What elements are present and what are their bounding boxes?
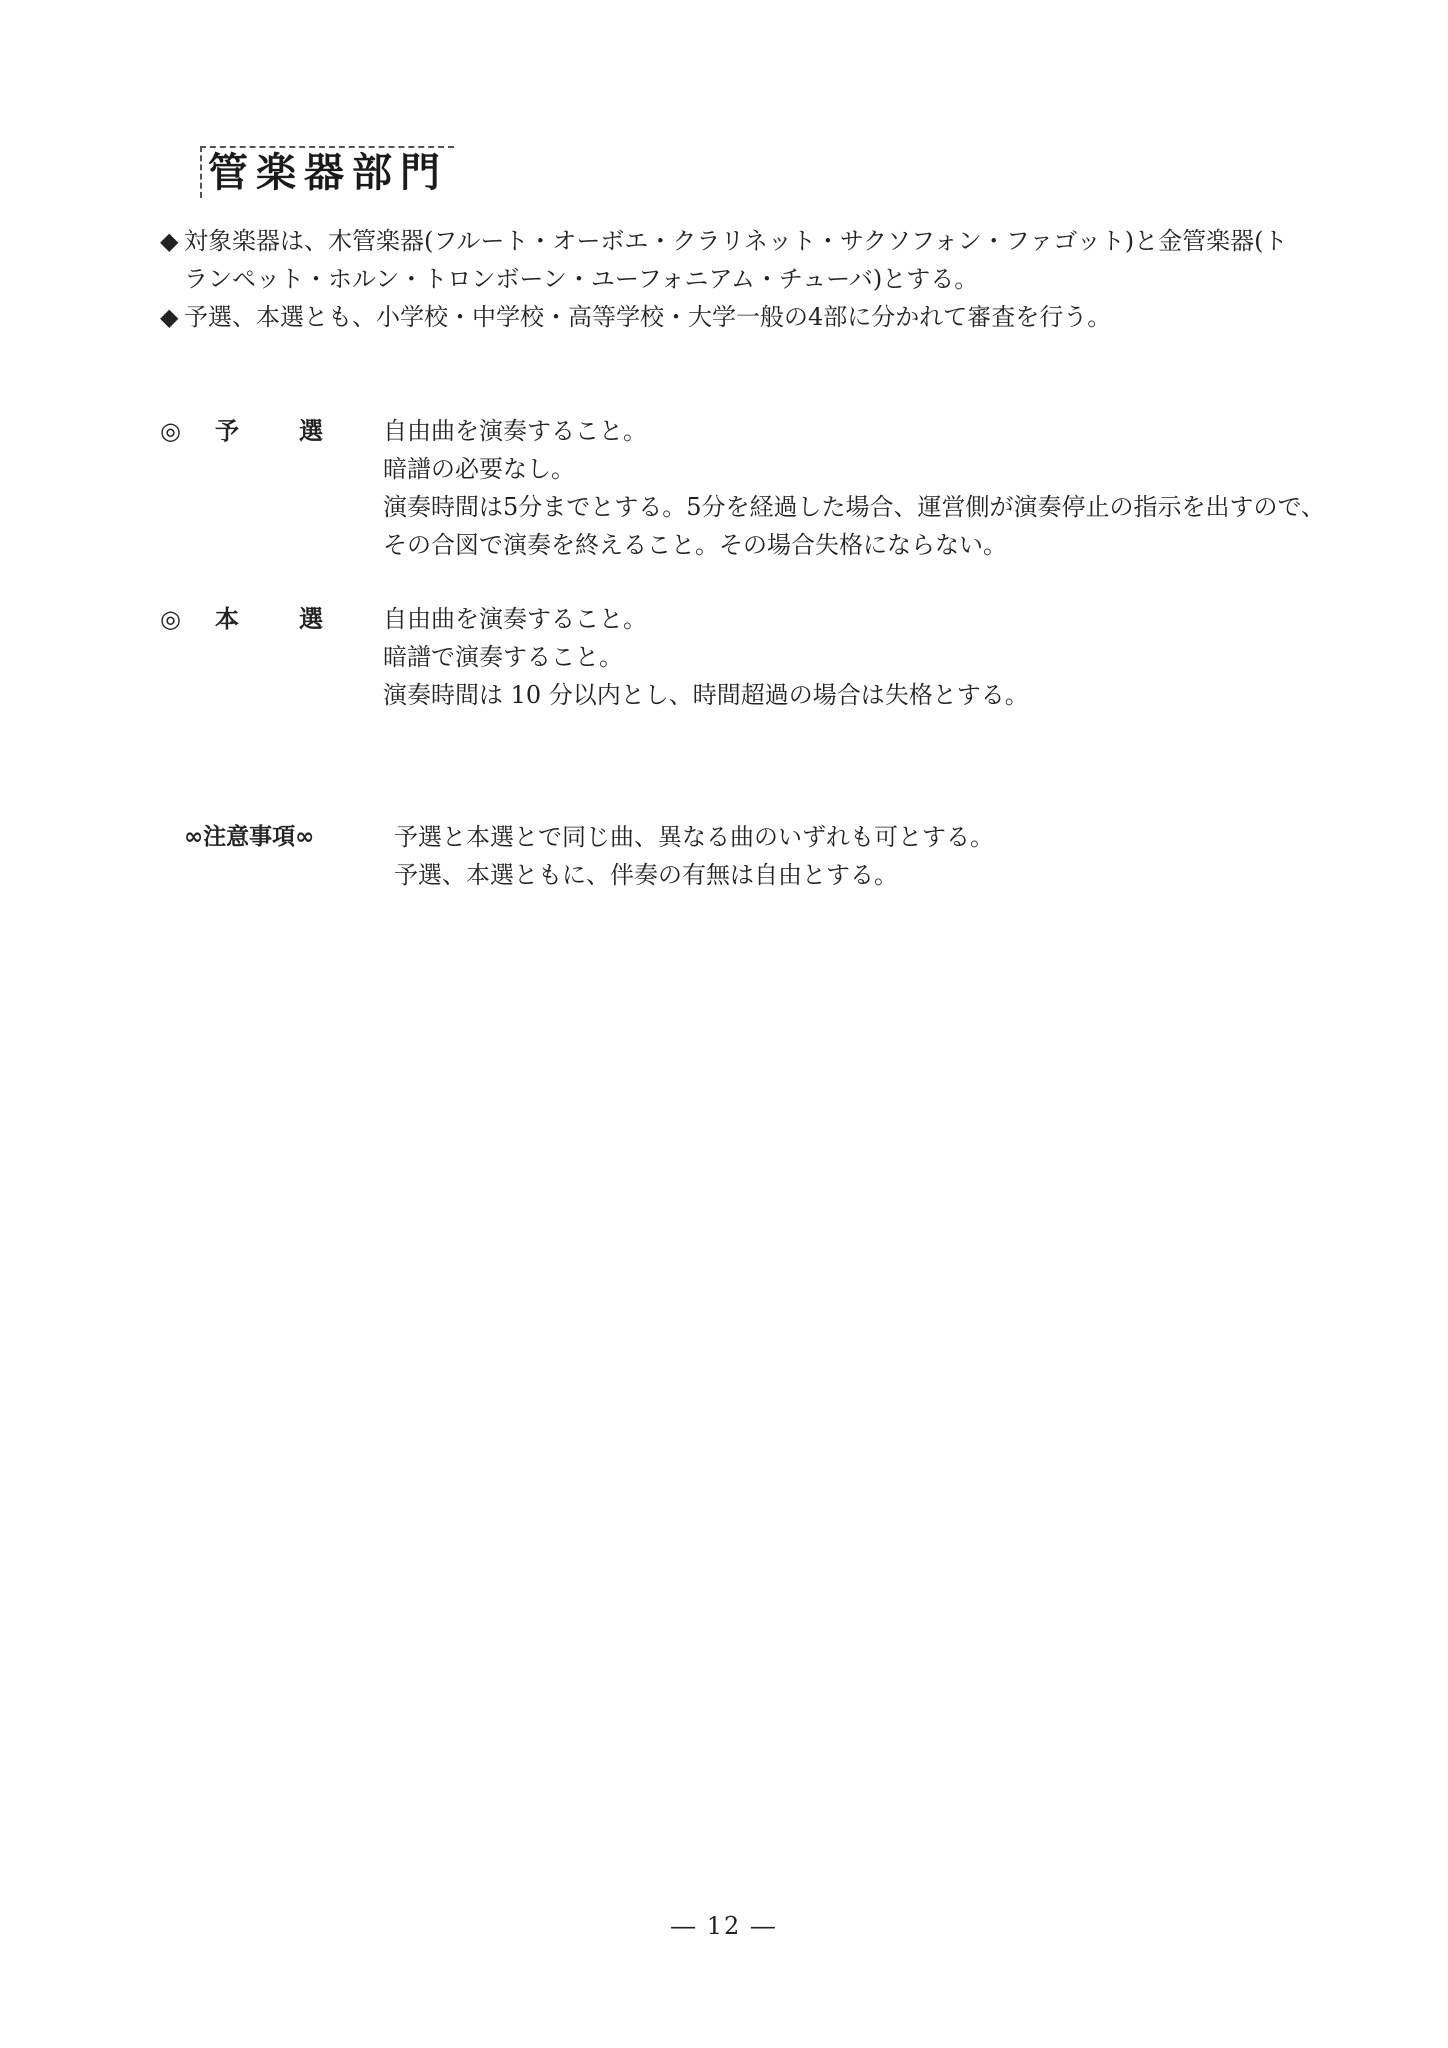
rule-line: 暗譜で演奏すること。 [383, 643, 623, 671]
bullet-divisions [160, 298, 1310, 336]
heading-char: 本 [215, 605, 239, 633]
preliminary-heading [160, 412, 360, 450]
preliminary-rules [383, 412, 1333, 564]
bullet-instruments [160, 222, 1310, 298]
overview-bullets [160, 222, 1310, 336]
heading-char: 選 [299, 605, 323, 633]
diamond-icon: ◆ [160, 227, 179, 255]
notes-heading: ∞注意事項∞ [184, 824, 315, 850]
double-circle-icon: ◎ [160, 605, 181, 633]
page-number: ― 12 ― [671, 1912, 777, 1940]
rule-line: 暗譜の必要なし。 [383, 455, 575, 483]
rule-line: 自由曲を演奏すること。 [383, 417, 647, 445]
notes-list [394, 818, 1294, 894]
note-line: 予選、本選ともに、伴奏の有無は自由とする。 [394, 861, 898, 889]
rule-line: 自由曲を演奏すること。 [383, 605, 647, 633]
bullet-text: 予選、本選とも、小学校・中学校・高等学校・大学一般の4部に分かれて審査を行う。 [184, 303, 1112, 331]
double-circle-icon: ◎ [160, 417, 181, 445]
heading-char: 選 [299, 417, 323, 445]
rule-line: 演奏時間は 10 分以内とし、時間超過の場合は失格とする。 [383, 681, 1029, 709]
final-heading [160, 600, 360, 638]
diamond-icon: ◆ [160, 303, 179, 331]
note-line: 予選と本選とで同じ曲、異なる曲のいずれも可とする。 [394, 823, 994, 851]
heading-char: 予 [215, 417, 239, 445]
rule-line: 演奏時間は5分までとする。5分を経過した場合、運営側が演奏停止の指示を出すので、その合図で演奏を終えること。その場合失格にならない。 [383, 493, 1326, 559]
bullet-text: 対象楽器は、木管楽器(フルート・オーボエ・クラリネット・サクソフォン・ファゴット)と金管楽器(トランペット・ホルン・トロンボーン・ユーフォニアム・チューバ)とする。 [184, 227, 1288, 293]
final-rules [383, 600, 1333, 714]
page-title: 管楽器部門 [200, 146, 454, 198]
